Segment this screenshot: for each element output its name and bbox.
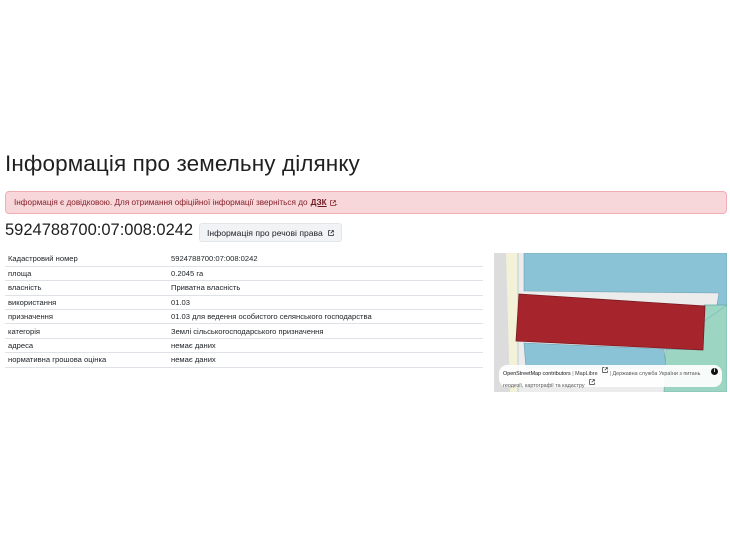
- table-row: [5, 353, 483, 367]
- disclaimer-alert: [5, 191, 727, 214]
- row-key: використання: [5, 295, 168, 309]
- attribution-separator: |: [609, 371, 612, 377]
- row-key: адреса: [5, 338, 168, 352]
- row-key: Кадастровий номер: [5, 252, 168, 266]
- row-value: 01.03 для ведення особистого селянського господарства: [168, 310, 483, 324]
- external-link-icon: [602, 367, 608, 373]
- row-key: площа: [5, 266, 168, 280]
- row-value: немає даних: [168, 338, 483, 352]
- row-key: призначення: [5, 310, 168, 324]
- table-row: [5, 252, 483, 266]
- dzk-link[interactable]: ДЗК: [310, 198, 327, 207]
- row-value: Приватна власність: [168, 281, 483, 295]
- table-row: [5, 295, 483, 309]
- parcel-map[interactable]: [494, 253, 727, 392]
- gov-cadastre-link[interactable]: Державна служба України з питань геодезії, картографії та кадастру: [503, 371, 701, 389]
- external-link-icon: [330, 200, 336, 206]
- alert-text: Інформація є довідковою. Для отримання офіційної інформації зверніться до: [14, 198, 308, 207]
- table-row: [5, 281, 483, 295]
- row-value: 5924788700:07:008:0242: [168, 252, 483, 266]
- property-rights-label: Інформація про речові права: [207, 227, 323, 238]
- parcel-info-table: [5, 252, 483, 368]
- row-value: Землі сільськогосподарського призначення: [168, 324, 483, 338]
- row-value: немає даних: [168, 353, 483, 367]
- map-attribution: [499, 365, 722, 387]
- page-title: Інформація про земельну ділянку: [5, 151, 360, 176]
- table-row: [5, 266, 483, 280]
- external-link-icon: [589, 379, 595, 385]
- row-key: категорія: [5, 324, 168, 338]
- osm-attribution-link[interactable]: OpenStreetMap contributors: [503, 371, 571, 377]
- table-row: [5, 338, 483, 352]
- row-value: 01.03: [168, 295, 483, 309]
- attribution-separator: |: [572, 371, 574, 377]
- table-row: [5, 310, 483, 324]
- maplibre-link[interactable]: MapLibre: [575, 371, 598, 377]
- attribution-info-icon[interactable]: i: [711, 368, 718, 375]
- property-rights-button[interactable]: [199, 223, 342, 242]
- alert-trailing: .: [335, 198, 338, 207]
- row-value: 0.2045 га: [168, 266, 483, 280]
- external-link-icon: [328, 230, 334, 236]
- row-key: нормативна грошова оцінка: [5, 353, 168, 367]
- table-row: [5, 324, 483, 338]
- row-key: власність: [5, 281, 168, 295]
- cadastral-number-heading: 5924788700:07:008:0242: [5, 221, 194, 239]
